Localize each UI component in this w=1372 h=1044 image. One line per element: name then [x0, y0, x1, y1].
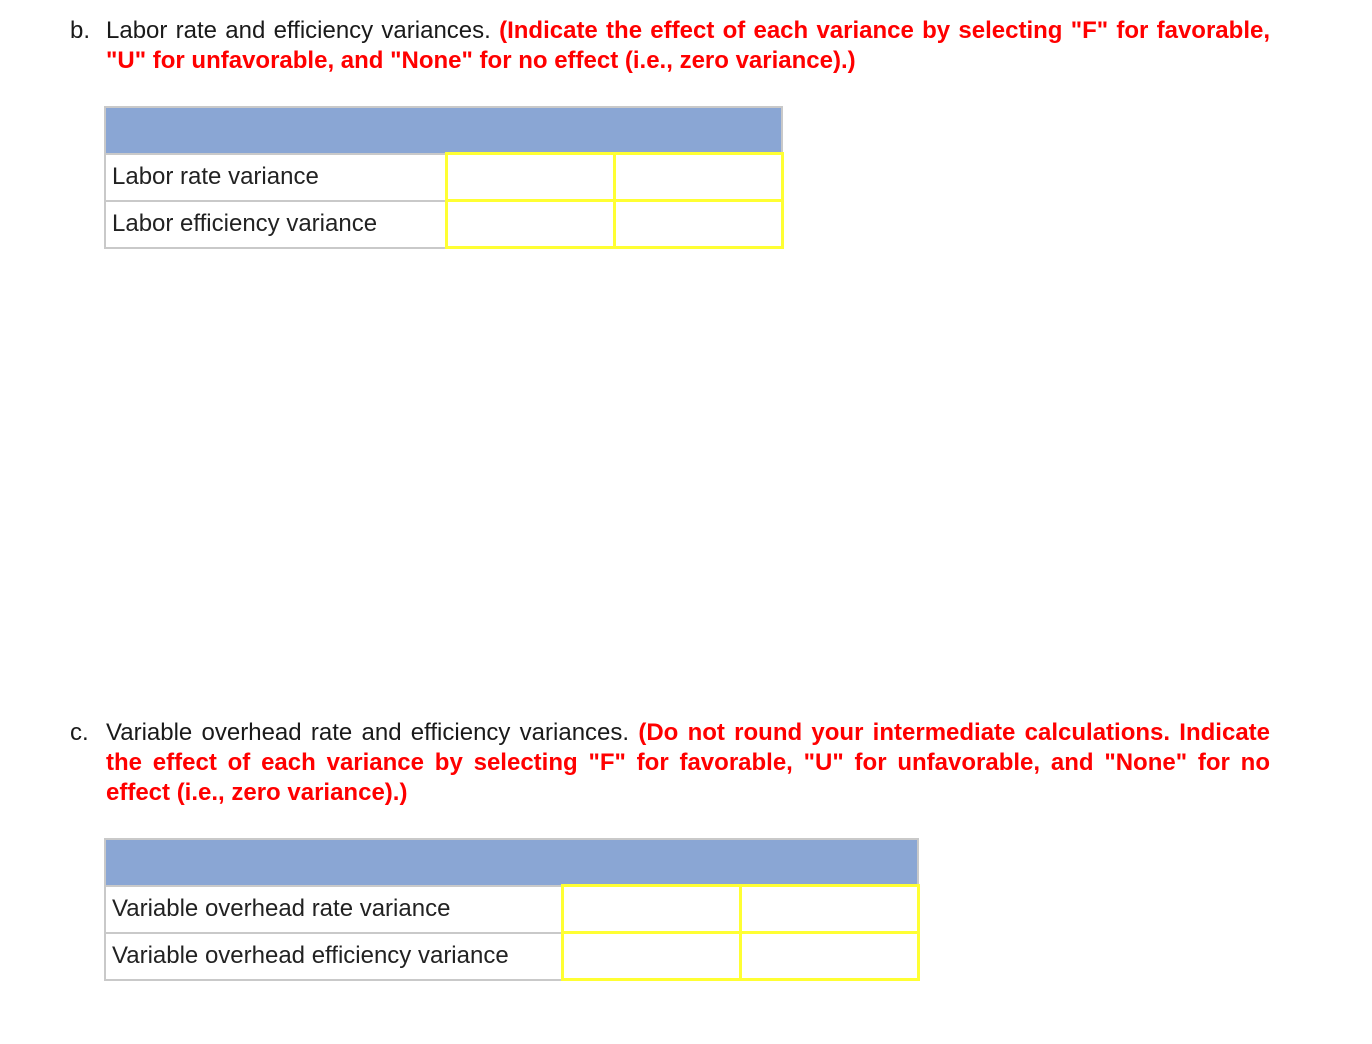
effect-cell[interactable]	[614, 201, 782, 248]
amount-cell[interactable]	[562, 886, 740, 933]
effect-cell[interactable]	[740, 886, 918, 933]
question-c-instruction: (Do not round your intermediate calculations. Indicate the effect of each variance by selecting "F" for favorable, "U" for unfavorable, and "None" for no effect (i.e., zero variance).)	[106, 719, 1271, 806]
labor-efficiency-variance-amount-input[interactable]	[448, 202, 613, 246]
table-header-row	[105, 839, 918, 886]
vo-rate-variance-amount-input[interactable]	[564, 887, 739, 931]
vo-efficiency-variance-amount-input[interactable]	[564, 934, 739, 978]
question-b-text: Labor rate and efficiency variances.	[106, 17, 491, 44]
amount-cell[interactable]	[446, 201, 614, 248]
question-c-text: Variable overhead rate and efficiency variances.	[106, 719, 630, 746]
table-header-cell	[105, 839, 918, 886]
amount-cell[interactable]	[562, 933, 740, 980]
variable-overhead-variance-table	[104, 838, 920, 981]
effect-cell[interactable]	[614, 154, 782, 201]
row-label: Variable overhead rate variance	[105, 886, 562, 933]
question-b-letter: b.	[70, 17, 91, 44]
vo-rate-variance-effect-input[interactable]	[742, 887, 917, 931]
row-label: Labor efficiency variance	[105, 201, 446, 248]
amount-cell[interactable]	[446, 154, 614, 201]
labor-efficiency-variance-effect-input[interactable]	[616, 202, 781, 246]
row-label: Variable overhead efficiency variance	[105, 933, 562, 980]
table-row	[105, 886, 918, 933]
question-c	[70, 718, 1270, 808]
row-label: Labor rate variance	[105, 154, 446, 201]
vo-efficiency-variance-effect-input[interactable]	[742, 934, 917, 978]
table-header-cell	[105, 107, 782, 154]
question-b-instruction: (Indicate the effect of each variance by selecting "F" for favorable, "U" for unfavorable, and "None" for no effect (i.e., zero variance).)	[106, 17, 1271, 74]
effect-cell[interactable]	[740, 933, 918, 980]
question-b-body	[106, 16, 1270, 76]
question-b	[70, 16, 1270, 76]
table-row	[105, 201, 782, 248]
table-row	[105, 154, 782, 201]
table-header-row	[105, 107, 782, 154]
question-c-body	[106, 718, 1270, 808]
labor-rate-variance-effect-input[interactable]	[616, 155, 781, 199]
labor-rate-variance-amount-input[interactable]	[448, 155, 613, 199]
table-row	[105, 933, 918, 980]
question-c-letter: c.	[70, 719, 89, 746]
labor-variance-table	[104, 106, 784, 249]
